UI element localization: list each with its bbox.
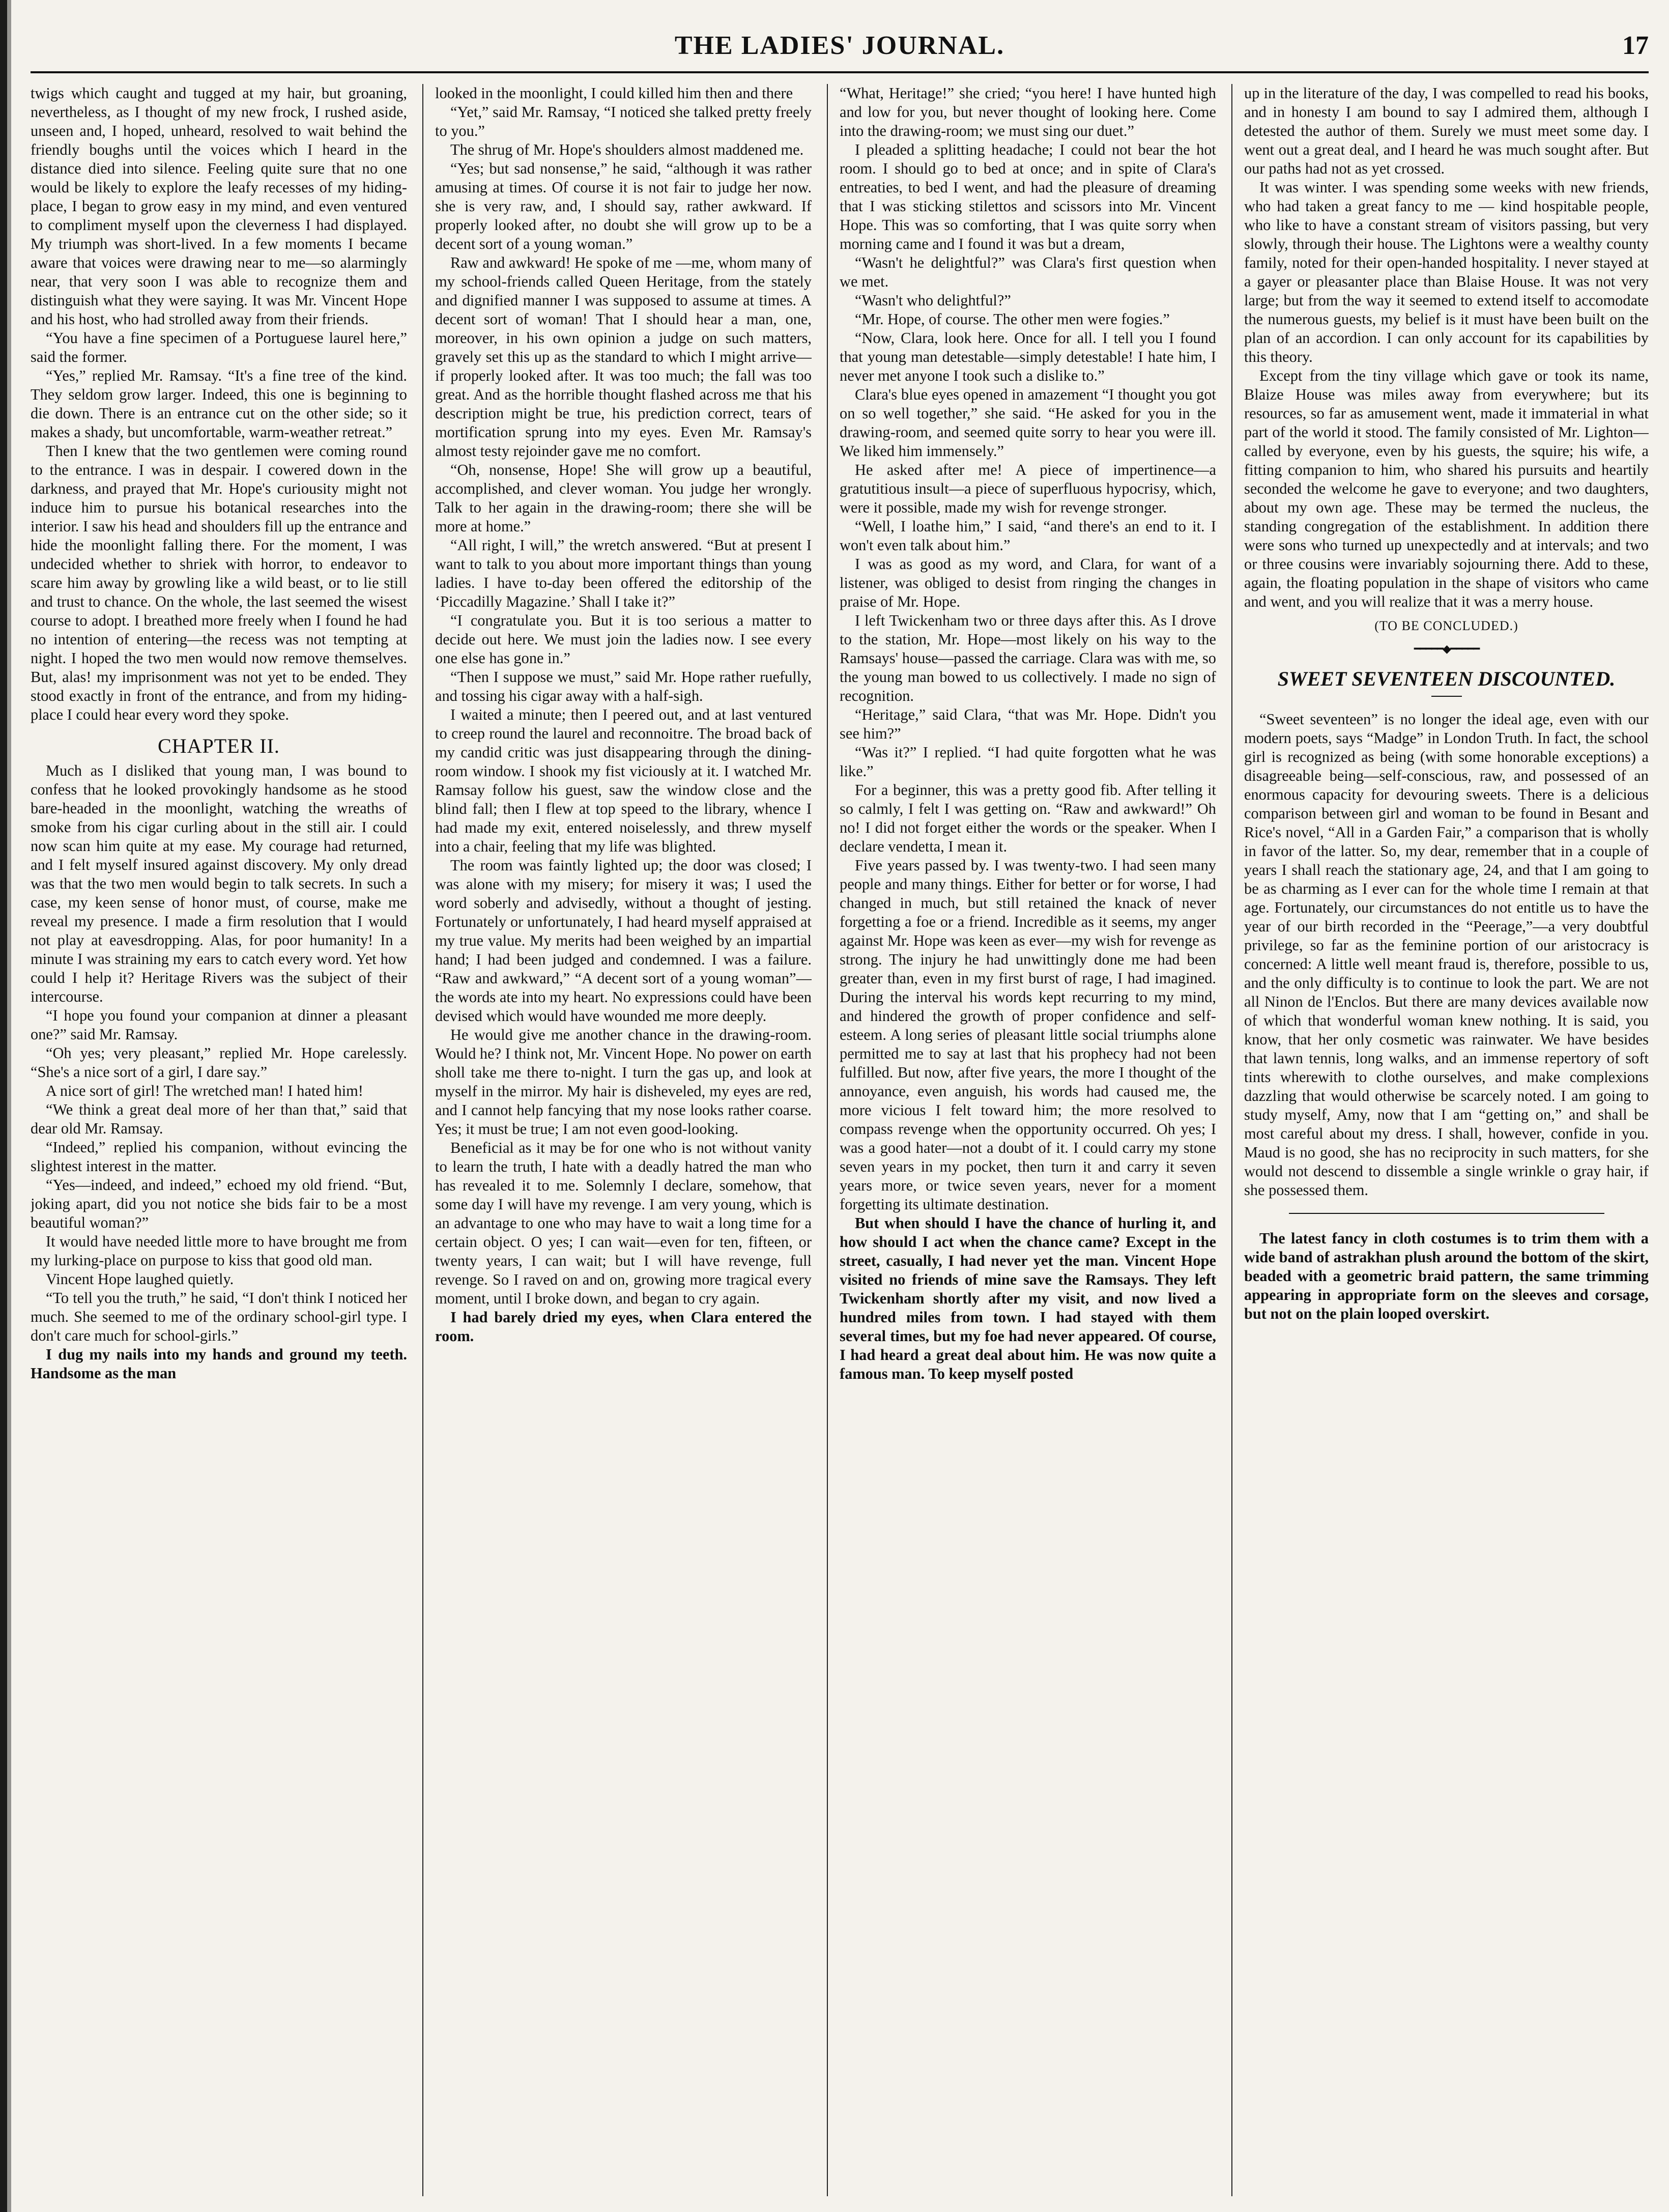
page-binding-edge	[0, 0, 7, 2212]
article-title: SWEET SEVENTEEN DISCOUNTED.	[1277, 667, 1616, 690]
column-1	[31, 84, 407, 2196]
paragraph: “Heritage,” said Clara, “that was Mr. Hope. Didn't you see him?”	[840, 706, 1216, 742]
page-binding-shadow	[7, 0, 11, 2212]
paragraph: “Then I suppose we must,” said Mr. Hope rather ruefully, and tossing his cigar away with a half-sigh.	[435, 668, 812, 704]
ornamental-divider: ━━━━━◆━━━━━	[1414, 642, 1479, 655]
column-divider	[1231, 84, 1232, 2196]
journal-title: THE LADIES' JOURNAL.	[674, 31, 1005, 60]
paragraph: Five years passed by. I was twenty-two. I had seen many people and many things. Either for better or for worse, I had changed in much, but still retained the knack of never forgetting a foe or a friend. Incredible as it seems, my anger against Mr. Hope was keen as ever—my wish for revenge as strong. The injury he had unwittingly done me had been greater than, even in my first burst of rage, I had imagined. During the interval his words kept recurring to my mind, and hindered the growth of proper confidence and self-esteem. A long series of pleasant little social triumphs alone permitted me to say at last that his prophecy had not been fulfilled. But now, after five years, the more I thought of the annoyance, even anguish, his words had caused me, the more vicious I felt toward him; the more resolved to compass revenge when the opportunity occurred. Oh yes; I was a good hater—not a doubt of it. I could carry my stone seven years in my pocket, then turn it and carry it seven years more, or twice seven years, never for a moment forgetting its ultimate destination.	[840, 857, 1216, 1213]
paragraph: Clara's blue eyes opened in amazement “I thought you got on so well together,” she said. “He asked for you in the drawing-room, and seemed quite sorry to hear you were ill. We liked him immensely.”	[840, 386, 1216, 460]
paragraph: “Yet,” said Mr. Ramsay, “I noticed she talked pretty freely to you.”	[435, 103, 812, 139]
paragraph: “Mr. Hope, of course. The other men were fogies.”	[855, 310, 1170, 328]
column-3	[840, 84, 1216, 2196]
paragraph: “Indeed,” replied his companion, without evincing the slightest interest in the matter.	[31, 1139, 407, 1175]
paragraph: Then I knew that the two gentlemen were coming round to the entrance. I was in despair. I cowered down in the darkness, and prayed that Mr. Hope's curiousity might not induce him to pursue his botanical researches into the interior. I saw his head and shoulders fill up the entrance and hide the moonlight falling there. For the moment, I was undecided whether to shriek with horror, to endeavor to scare him away by growling like a wild beast, or to lie still and trust to chance. On the whole, the last seemed the wisest course to adopt. I breathed more freely when I found he had no intention of entering—the recess was not tempting at night. I hoped the two men would now remove themselves. But, alas! my imprisonment was not yet to be ended. They stood exactly in front of the entrance, and from my hiding-place I could hear every word they spoke.	[31, 442, 407, 723]
paragraph: “Now, Clara, look here. Once for all. I tell you I found that young man detestable—simply detestable! I hate him, I never met anyone I took such a dislike to.”	[840, 329, 1216, 384]
paragraph: “Wasn't who delightful?”	[855, 292, 1011, 309]
paragraph: “Well, I loathe him,” I said, “and there's an end to it. I won't even talk about him.”	[840, 518, 1216, 554]
paragraph: I pleaded a splitting headache; I could not bear the hot room. I should go to bed at once; and in spite of Clara's entreaties, to bed I went, and had the pleasure of dreaming that I was sticking stilettos and scissors into Mr. Vincent Hope. This was so comforting, that I was quite sorry when morning came and I found it was but a dream,	[840, 141, 1216, 252]
title-rule	[1431, 696, 1462, 697]
paragraph: I had barely dried my eyes, when Clara entered the room.	[435, 1309, 812, 1345]
page-header	[31, 31, 1649, 66]
to-be-concluded-note: (TO BE CONCLUDED.)	[1374, 618, 1518, 633]
paragraph: The room was faintly lighted up; the door was closed; I was alone with my misery; for misery it was; I used the word soberly and advisedly, without a thought of jesting. Fortunately or unfortunately, I had heard myself appraised at my true value. My merits had been weighed by an impartial hand; I had been judged and condemned. I was a failure. “Raw and awkward,” “A decent sort of a young woman”—the words ate into my heart. No expressions could have been devised which would have wounded me more deeply.	[435, 857, 812, 1025]
paragraph: “You have a fine specimen of a Portuguese laurel here,” said the former.	[31, 329, 407, 365]
paragraph: But when should I have the chance of hurling it, and how should I act when the chance came? Except in the street, casually, I had never yet the man. Vincent Hope visited no friends of mine save the Ramsays. They left Twickenham shortly after my visit, and now lived a hundred miles from town. I had stayed with them several times, but my foe had never appeared. Of course, I had heard a great deal about him. He was now quite a famous man. To keep myself posted	[840, 1214, 1216, 1382]
paragraph: I left Twickenham two or three days after this. As I drove to the station, Mr. Hope—most likely on his way to the Ramsays' house—passed the carriage. Clara was with me, so the young man bowed to us collectively. I made no sign of recognition.	[840, 612, 1216, 704]
paragraph: It was winter. I was spending some weeks with new friends, who had taken a great fancy to me — kind hospitable people, who like to have a constant stream of visitors passing, but very slowly, through their house. The Lightons were a wealthy county family, noted for their open-handed hospitality. I never stayed at a gayer or pleasanter place than Blaise House. It was not very large; but from the way it seemed to extend itself to accomodate the numerous guests, my belief is it must have been built on the plan of an accordion. I can only account for its capabilities by this theory.	[1244, 179, 1649, 365]
paragraph: Much as I disliked that young man, I was bound to confess that he looked provokingly handsome as he stood bare-headed in the moonlight, watching the wreaths of smoke from his cigar curling about in the still air. I could now scan him quite at my ease. My courage had returned, and I felt myself insured against discovery. My only dread was that the two men would begin to talk secrets. In such a case, my keen sense of honor must, of course, make me reveal my presence. I made a firm resolution that I would not play at eavesdropping. Alas, for poor humanity! In a minute I was straining my ears to catch every word. Yet how could I help it? Heritage Rivers was the subject of their intercourse.	[31, 762, 407, 1005]
paragraph: looked in the moonlight, I could killed him then and there	[435, 84, 793, 102]
paragraph: I was as good as my word, and Clara, for want of a listener, was obliged to desist from ringing the changes in praise of Mr. Hope.	[840, 555, 1216, 610]
paragraph: “What, Heritage!” she cried; “you here! I have hunted high and low for you, but never thought of looking here. Come into the drawing-room; we must sing our duet.”	[840, 84, 1216, 139]
column-4	[1244, 84, 1649, 2196]
column-divider	[827, 84, 828, 2196]
column-divider	[422, 84, 423, 2196]
paragraph: “Sweet seventeen” is no longer the ideal age, even with our modern poets, says “Madge” in London Truth. In fact, the school girl is recognized as being (with some honorable exceptions) a disagreeable being—self-conscious, raw, and possessed of an enormous capacity for devouring sweets. There is a delicious comparison between girl and woman to be found in Besant and Rice's novel, “All in a Garden Fair,” a comparison that is wholly in favor of the latter. So, my dear, remember that in a couple of years I shall reach the stationary age, 24, and that I am going to be as charming as I ever can for the whole time I remain at that age. Fortunately, our circumstances do not entitle us to have the year of our birth recorded in the “Peerage,”—a very doubtful privilege, so far as the feminine portion of our aristocracy is concerned: A little well meant fraud is, therefore, possible to us, and the only difficulty is to continue to look the part. We are not all Ninon de l'Enclos. But there are many devices available now of which that wonderful woman knew nothing. It is said, you know, that her only cosmetic was rainwater. We have besides that lawn tennis, long walks, and an immense repertory of soft tints wherewith to clothe ourselves, and make complexions dazzling that would otherwise be scarcely noted. I am going to study myself, Amy, now that I am “getting on,” and shall be most careful about my dress. I shall, however, confide in you. Maud is no good, she has no reciprocity in such matters, for she would not descend to dissemble a single wrinkle o gray hair, if she possessed them.	[1244, 711, 1649, 1199]
paragraph: “All right, I will,” the wretch answered. “But at present I want to talk to you about more important things than young ladies. I have to-day been offered the editorship of the ‘Piccadilly Magazine.’ Shall I take it?”	[435, 536, 812, 610]
paragraph: “Wasn't he delightful?” was Clara's first question when we met.	[840, 254, 1216, 290]
page-number: 17	[1622, 31, 1649, 60]
paragraph: up in the literature of the day, I was compelled to read his books, and in honesty I am bound to say I admired them, although I detested the author of them. Surely we must meet some day. I went out a great deal, and I heard he was much sought after. But our paths had not as yet crossed.	[1244, 84, 1649, 177]
paragraph: I dug my nails into my hands and ground my teeth. Handsome as the man	[31, 1346, 407, 1382]
paragraph: “We think a great deal more of her than that,” said that dear old Mr. Ramsay.	[31, 1101, 407, 1137]
paragraph: “Oh, nonsense, Hope! She will grow up a beautiful, accomplished, and clever woman. You judge her wrongly. Talk to her again in the drawing-room; there she will be more at home.”	[435, 461, 812, 535]
paragraph: The shrug of Mr. Hope's shoulders almost maddened me.	[450, 141, 804, 158]
paragraph: A nice sort of girl! The wretched man! I hated him!	[46, 1082, 363, 1099]
paragraph: “To tell you the truth,” he said, “I don't think I noticed her much. She seemed to me of the ordinary school-girl type. I don't care much for school-girls.”	[31, 1289, 407, 1344]
paragraph: It would have needed little more to have brought me from my lurking-place on purpose to kiss that good old man.	[31, 1233, 407, 1269]
paragraph: “Oh yes; very pleasant,” replied Mr. Hope carelessly. “She's a nice sort of a girl, I dare say.”	[31, 1044, 407, 1081]
header-rule	[31, 71, 1649, 73]
section-rule	[1289, 1213, 1604, 1214]
paragraph: He asked after me! A piece of impertinence—a gratutitious insult—a piece of superfluous hypocrisy, which, were it possible, made my wish for revenge stronger.	[840, 461, 1216, 516]
paragraph: The latest fancy in cloth costumes is to trim them with a wide band of astrakhan plush around the bottom of the skirt, beaded with a geometric braid pattern, the same trimming appearing in appropriate form on the sleeves and corsage, but not on the plain looped overskirt.	[1244, 1230, 1649, 1322]
paragraph: Vincent Hope laughed quietly.	[46, 1270, 234, 1288]
paragraph: He would give me another chance in the drawing-room. Would he? I think not, Mr. Vincent Hope. No power on earth sholl take me there to-night. I turn the gas up, and look at myself in the mirror. My hair is disheveled, my eyes are red, and I cannot help fancying that my nose looks rather coarse. Yes; it must be true; I am not even good-looking.	[435, 1026, 812, 1138]
paragraph: “I congratulate you. But it is too serious a matter to decide out here. We must join the ladies now. I see every one else has gone in.”	[435, 612, 812, 667]
paragraph: “Yes—indeed, and indeed,” echoed my old friend. “But, joking apart, did you not notice she bids fair to be a most beautiful woman?”	[31, 1176, 407, 1231]
chapter-heading: CHAPTER II.	[158, 734, 280, 757]
paragraph: “I hope you found your companion at dinner a pleasant one?” said Mr. Ramsay.	[31, 1007, 407, 1043]
column-2	[435, 84, 812, 2196]
paragraph: Beneficial as it may be for one who is not without vanity to learn the truth, I hate with a deadly hatred the man who has revealed it to me. Solemnly I declare, somehow, that some day I will have my revenge. I am very young, which is an advantage to one who may have to wait a long time for a certain object. O yes; I can wait—even for ten, fifteen, or twenty years, I can wait; but I will have revenge, full revenge. So I raved on and on, growing more tragical every moment, until I broke down, and began to cry again.	[435, 1139, 812, 1307]
paragraph: “Yes,” replied Mr. Ramsay. “It's a fine tree of the kind. They seldom grow larger. Indeed, this one is beginning to die down. There is an entrance cut on the other side; so it makes a shady, but uncomfortable, warm-weather retreat.”	[31, 367, 407, 441]
paragraph: Except from the tiny village which gave or took its name, Blaize House was miles away from everywhere; but its resources, so far as amusement went, made it immaterial in what part of the world it stood. The family consisted of Mr. Lighton—called by everyone, even by his guests, the squire; his wife, a fitting companion to him, who shared his pursuits and heartily seconded the welcome he gave to everyone; and two daughters, about my own age. These may be termed the nucleus, the standing congregation of the establishment. In addition there were sons who turned up unexpectedly and at intervals; and two or three cousins were invariably sojourning there. Add to these, again, the floating population in the shape of visitors who came and went, and you will realize that it was a merry house.	[1244, 367, 1649, 610]
paragraph: “Yes; but sad nonsense,” he said, “although it was rather amusing at times. Of course it is not fair to judge her now. she is very raw, and, I should say, rather awkward. If properly looked after, no doubt she will grow up to be a decent sort of a young woman.”	[435, 160, 812, 252]
paragraph: I waited a minute; then I peered out, and at last ventured to creep round the laurel and reconnoitre. The broad back of my candid critic was just disappearing through the dining-room window. I shook my fist viciously at it. I watched Mr. Ramsay follow his guest, saw the window close and the blind fall; then I flew at top speed to the library, whence I had made my exit, entered noiselessly, and threw myself into a chair, feeling that my life was blighted.	[435, 706, 812, 855]
paragraph: “Was it?” I replied. “I had quite forgotten what he was like.”	[840, 744, 1216, 780]
paragraph: Raw and awkward! He spoke of me —me, whom many of my school-friends called Queen Heritage, from the stately and dignified manner I was supposed to assume at times. A decent sort of woman! That I should hear a man, one, moreover, in his own opinion a judge on such matters, gravely set this up as the standard to which I might arrive—if properly looked after. It was too much; the fall was too great. And as the horrible thought flashed across me that his description might be true, his prediction correct, tears of mortification sprung into my eyes. Even Mr. Ramsay's almost testy rejoinder gave me no comfort.	[435, 254, 812, 460]
paragraph: twigs which caught and tugged at my hair, but groaning, nevertheless, as I thought of my new frock, I rushed aside, unseen and, I hoped, unheard, resolved to wait behind the friendly boughs until the voices which I heard in the distance died into silence. Feeling quite sure that no one would be likely to explore the leafy recesses of my hiding-place, I began to grow easy in my mind, and even ventured to compliment myself upon the cleverness I had displayed. My triumph was short-lived. In a few moments I became aware that voices were drawing near to me—so alarmingly near, that very soon I was able to recognize them and distinguish what they were saying. It was Mr. Vincent Hope and his host, who had strolled away from their friends.	[31, 84, 407, 328]
paragraph: For a beginner, this was a pretty good fib. After telling it so calmly, I felt I was getting on. “Raw and awkward!” Oh no! I did not forget either the words or the speaker. When I declare vendetta, I mean it.	[840, 781, 1216, 855]
